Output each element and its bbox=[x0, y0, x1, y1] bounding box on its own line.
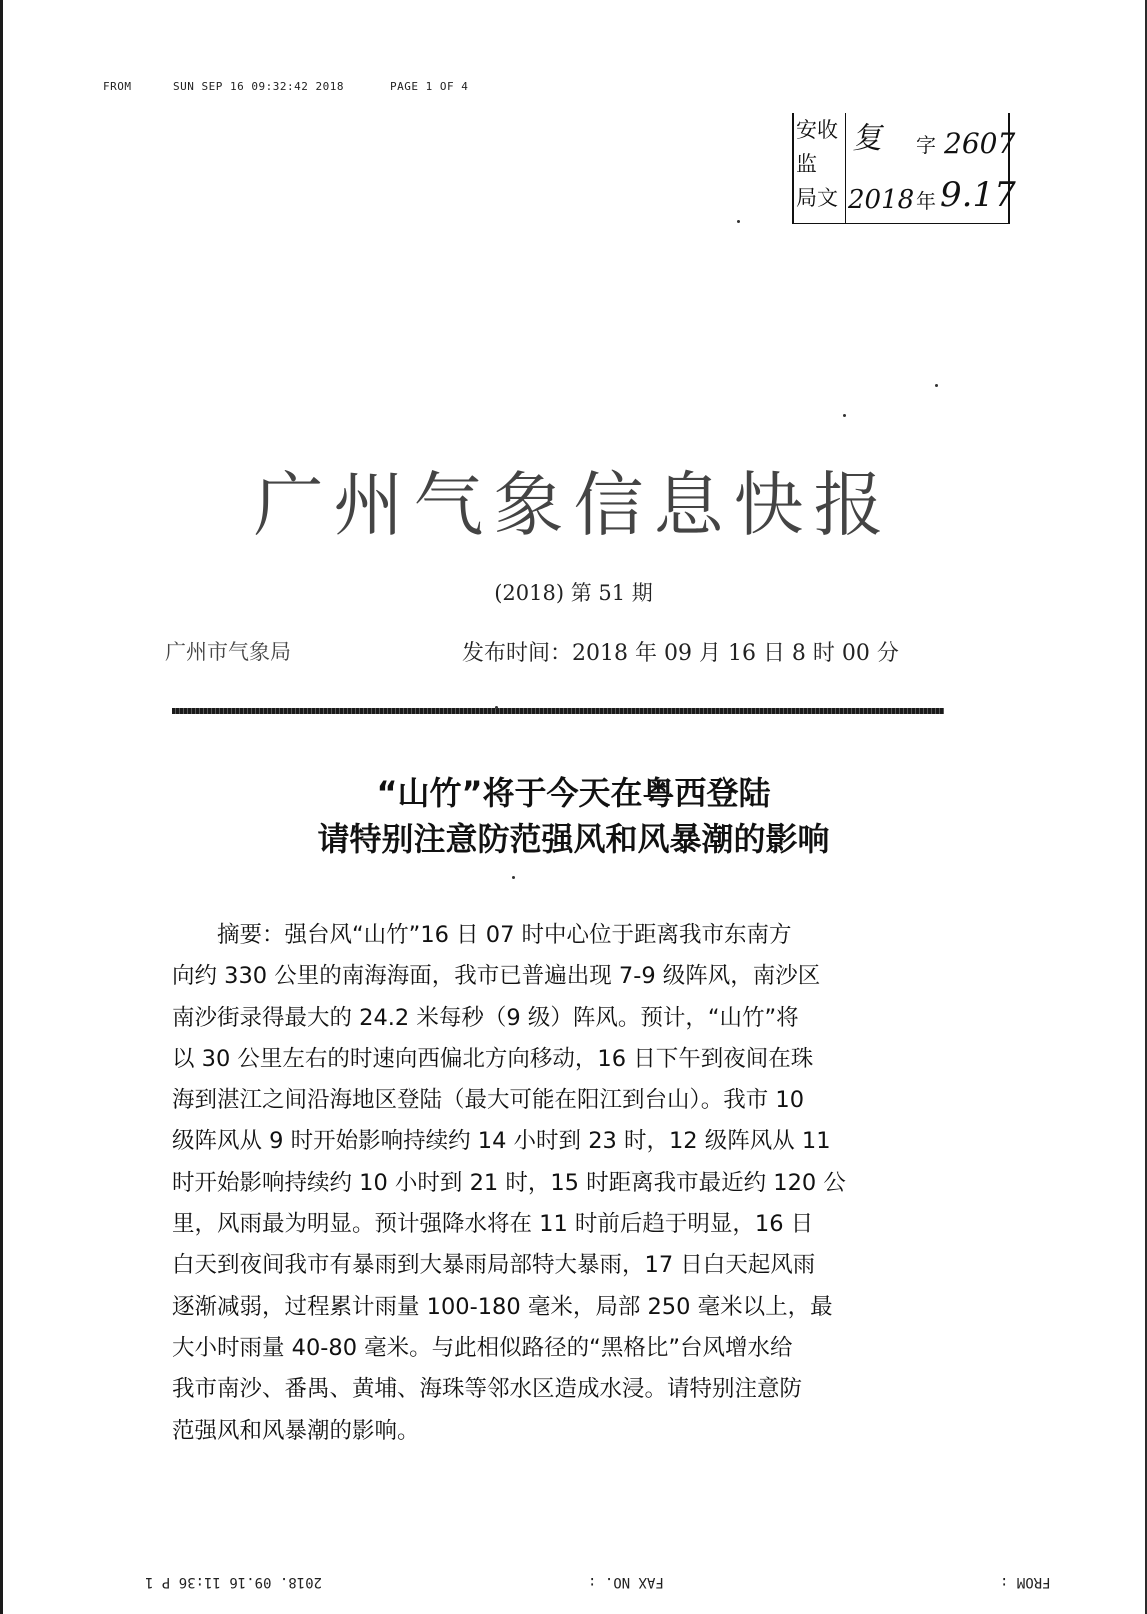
summary-line: 摘要：强台风“山竹”16 日 07 时中心位于距离我市东南方 bbox=[217, 922, 792, 948]
header-rule bbox=[172, 708, 944, 714]
issuing-organization: 广州市气象局 bbox=[165, 640, 291, 664]
summary-line: 时开始影响持续约 10 小时到 21 时，15 时距离我市最近约 120 公 bbox=[172, 1169, 846, 1196]
stamp-handwritten-prefix: 复 bbox=[852, 121, 882, 156]
stamp-doc-number: 2607 bbox=[944, 127, 1016, 160]
summary-line: 海到湛江之间沿海地区登陆（最大可能在阳江到台山）。我市 10 bbox=[172, 1087, 805, 1114]
summary-line: 以 30 公里左右的时速向西偏北方向移动，16 日下午到夜间在珠 bbox=[172, 1045, 814, 1072]
summary-line: 级阵风从 9 时开始影响持续约 14 小时到 23 时，12 级阵风从 11 bbox=[172, 1128, 831, 1155]
footer-fax-number: FAX NO. : bbox=[588, 1574, 664, 1590]
summary-line: 逐渐减弱，过程累计雨量 100-180 毫米，局部 250 毫米以上，最 bbox=[172, 1293, 833, 1320]
footer-timestamp: 2018. 09.16 11:36 P 1 bbox=[145, 1574, 323, 1590]
stamp-year: 2018 bbox=[848, 185, 915, 215]
summary-line: 南沙街录得最大的 24.2 米每秒（9 级）阵风。预计，“山竹”将 bbox=[172, 1004, 799, 1031]
headline-line-1: “山竹”将于今天在粤西登陆 bbox=[376, 774, 771, 812]
fax-from: FROM bbox=[103, 80, 132, 93]
issue-time: 发布时间：2018 年 09 月 16 日 8 时 00 分 bbox=[462, 641, 899, 666]
summary-line: 向约 330 公里的南海海面，我市已普遍出现 7-9 级阵风，南沙区 bbox=[172, 963, 821, 990]
stamp-label-3: 局文 bbox=[796, 186, 838, 210]
stamp-label-2: 监 bbox=[796, 152, 817, 176]
summary-line: 范强风和风暴潮的影响。 bbox=[172, 1417, 420, 1444]
stamp-zi: 字 bbox=[916, 133, 936, 157]
stamp-nian: 年 bbox=[916, 189, 936, 213]
stamp-labels bbox=[794, 113, 846, 223]
stamp-label-1: 安收 bbox=[796, 118, 838, 142]
summary-paragraph bbox=[172, 915, 952, 1452]
masthead-title: 广州气象信息快报 bbox=[253, 464, 894, 546]
stamp-date: 9.17 bbox=[940, 175, 1016, 215]
summary-line: 大小时雨量 40-80 毫米。与此相似路径的“黑格比”台风增水给 bbox=[172, 1334, 793, 1361]
summary-line: 里，风雨最为明显。预计强降水将在 11 时前后趋于明显，16 日 bbox=[172, 1211, 814, 1238]
summary-line: 我市南沙、番禺、黄埔、海珠等邻水区造成水浸。请特别注意防 bbox=[172, 1376, 803, 1403]
footer-from: FROM : bbox=[1000, 1574, 1051, 1590]
issue-number: (2018) 第 51 期 bbox=[494, 581, 653, 605]
headline bbox=[0, 770, 1147, 862]
fax-datetime: SUN SEP 16 09:32:42 2018 bbox=[173, 80, 344, 93]
receipt-stamp bbox=[792, 113, 1016, 224]
headline-line-2: 请特别注意防范强风和风暴潮的影响 bbox=[317, 820, 830, 858]
fax-page: PAGE 1 OF 4 bbox=[390, 80, 469, 93]
summary-line: 白天到夜间我市有暴雨到大暴雨局部特大暴雨，17 日白天起风雨 bbox=[172, 1252, 816, 1279]
